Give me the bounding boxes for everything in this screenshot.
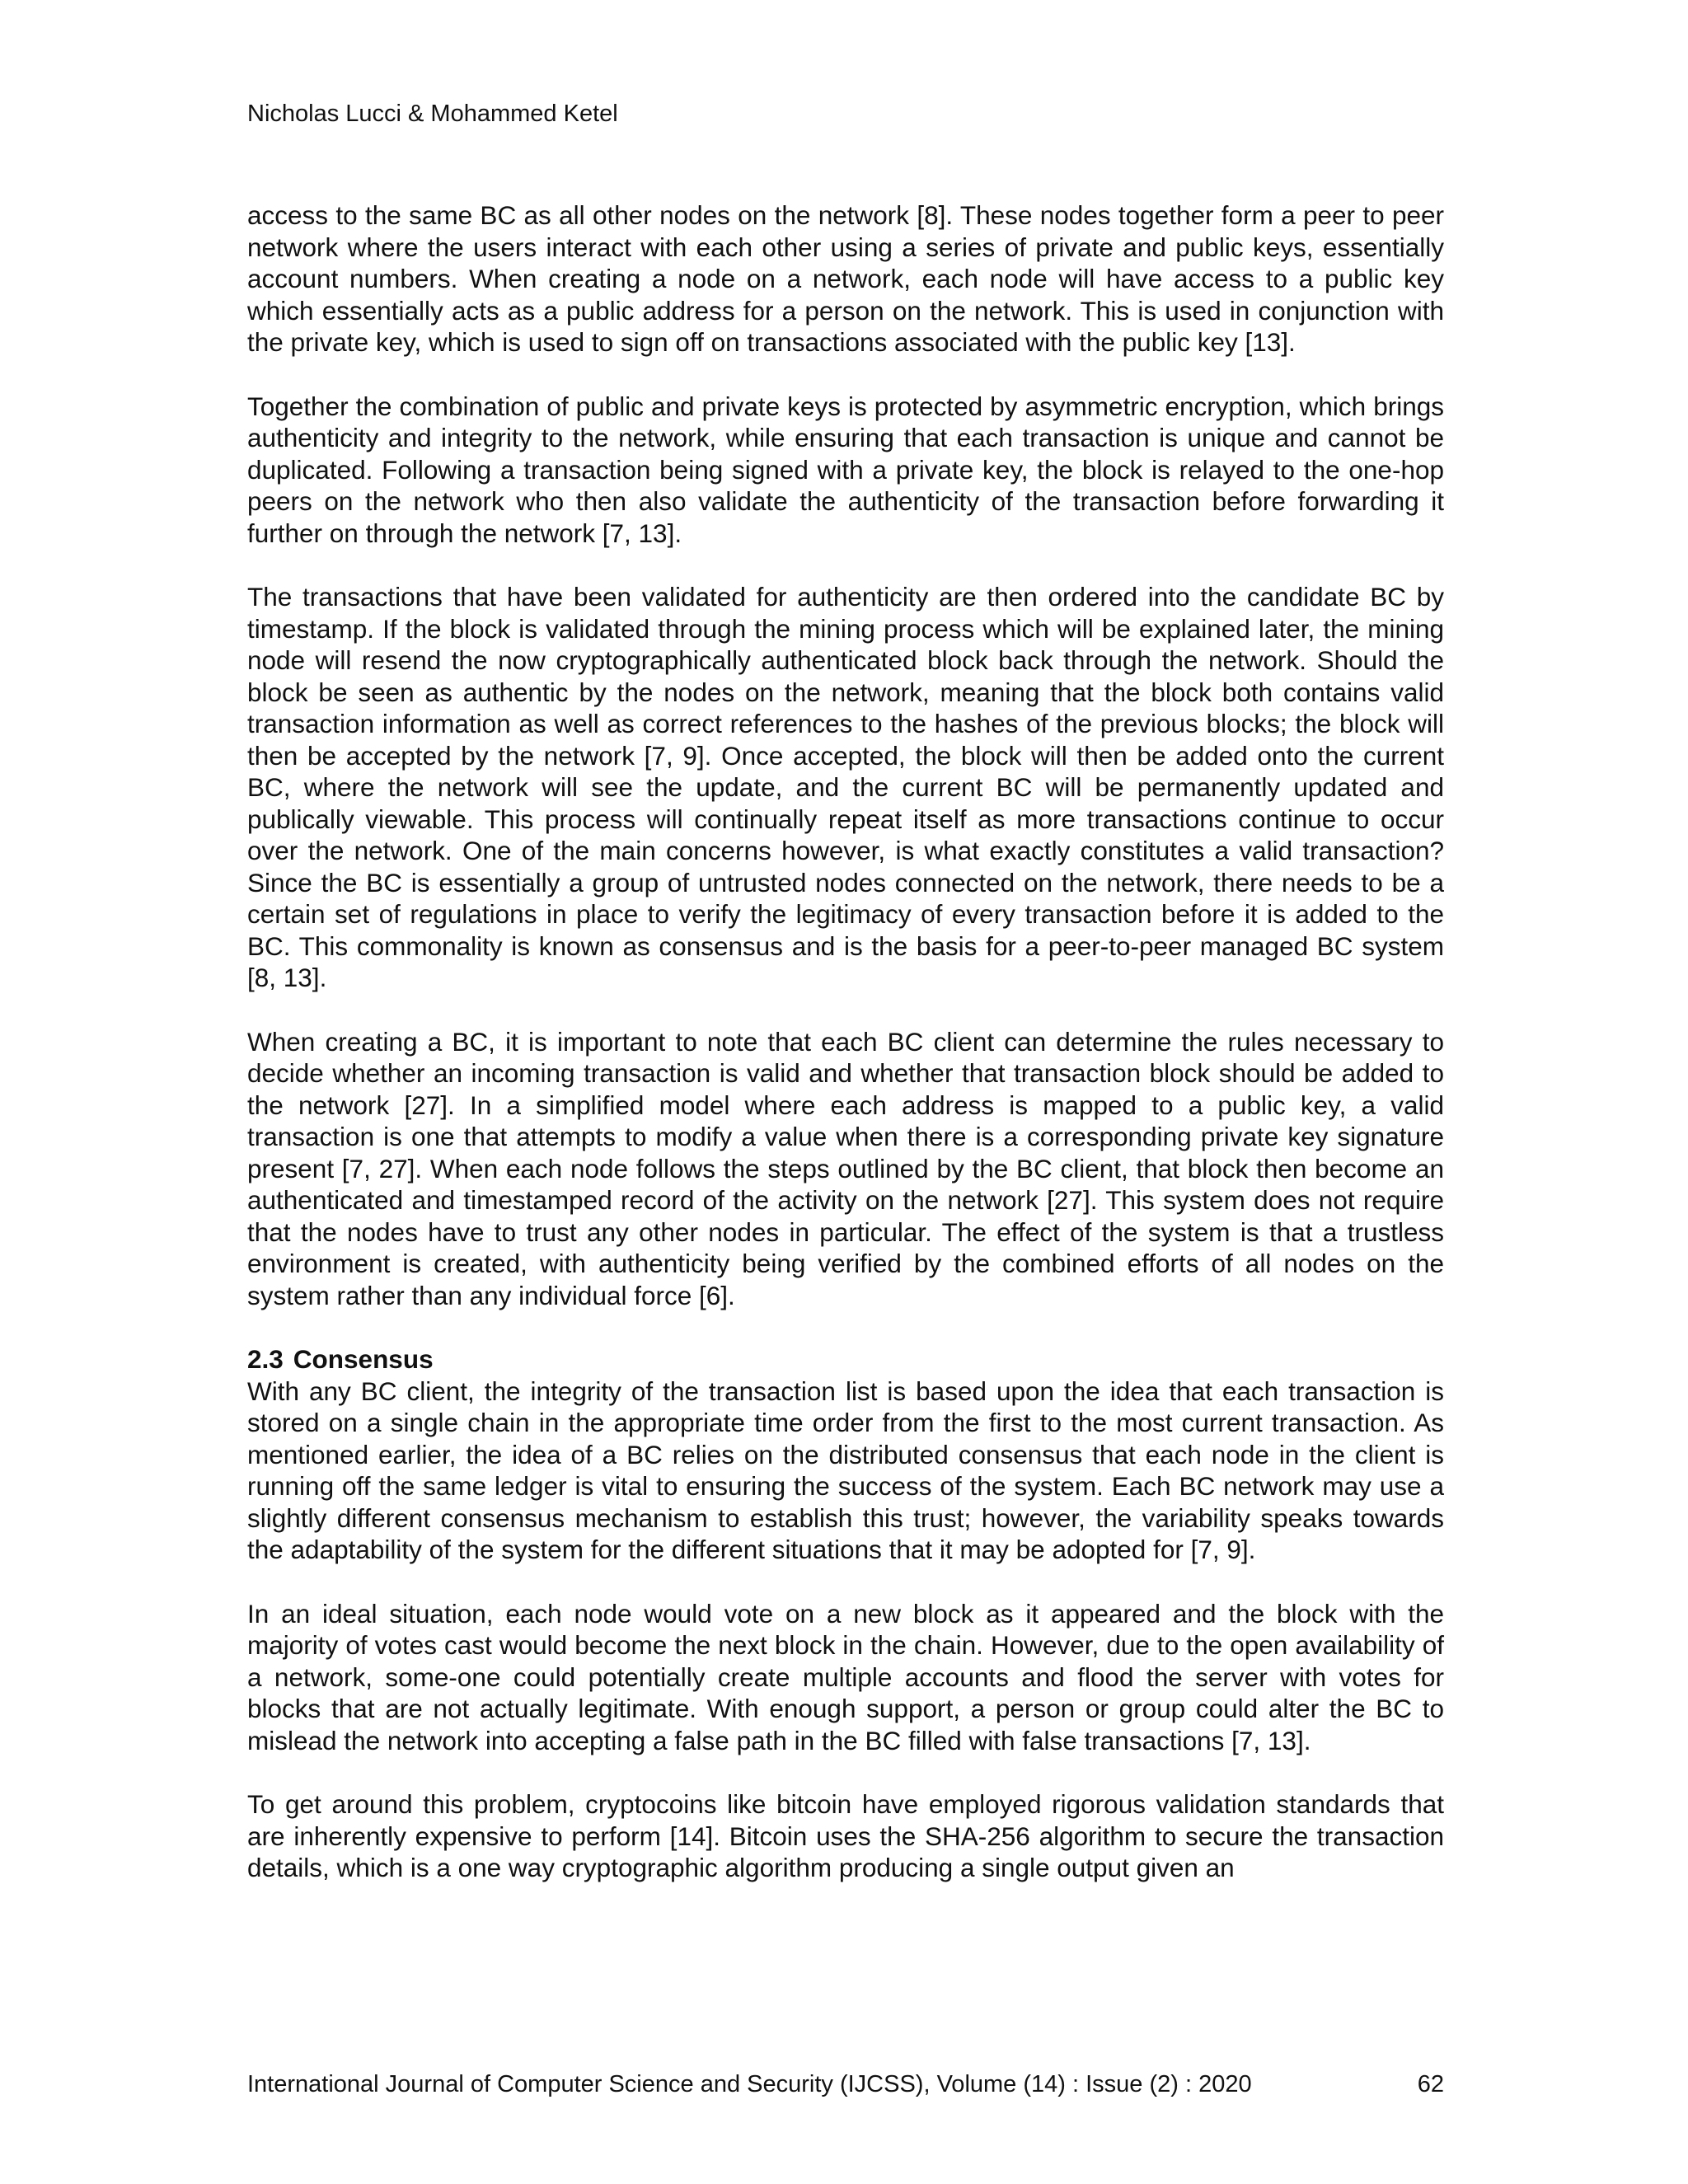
article-body	[247, 199, 1444, 1884]
body-paragraph: The transactions that have been validated for authenticity are then ordered into the candidate BC by timestamp. If the block is validated through the mining process which will be explained later, the mining node will resend the now cryptographically authenticated block back through the network. Should the block be seen as authentic by the nodes on the network, meaning that the block both contains valid transaction information as well as correct references to the hashes of the previous blocks; the block will then be accepted by the network [7, 9]. Once accepted, the block will then be added onto the current BC, where the network will see the update, and the current BC will be permanently updated and publically viewable. This process will continually repeat itself as more transactions continue to occur over the network. One of the main concerns however, is what exactly constitutes a valid transaction? Since the BC is essentially a group of untrusted nodes connected on the network, there needs to be a certain set of regulations in place to verify the legitimacy of every transaction before it is added to the BC. This commonality is known as consensus and is the basis for a peer-to-peer managed BC system [8, 13].	[247, 582, 1444, 992]
body-paragraph: When creating a BC, it is important to note that each BC client can determine the rules necessary to decide whether an incoming transaction is valid and whether that transaction block should be added to the network [27]. In a simplified model where each address is mapped to a public key, a valid transaction is one that attempts to modify a value when there is a corresponding private key signature present [7, 27]. When each node follows the steps outlined by the BC client, that block then become an authenticated and timestamped record of the activity on the network [27]. This system does not require that the nodes have to trust any other nodes in particular. The effect of the system is that a trustless environment is created, with authenticity being verified by the combined efforts of all nodes on the system rather than any individual force [6].	[247, 1026, 1444, 1310]
section-title: Consensus	[293, 1344, 434, 1374]
body-paragraph: With any BC client, the integrity of the transaction list is based upon the idea that each transaction is stored on a single chain in the appropriate time order from the first to the most current transaction. As mentioned earlier, the idea of a BC relies on the distributed consensus that each node in the client is running off the same ledger is vital to ensuring the success of the system. Each BC network may use a slightly different consensus mechanism to establish this trust; however, the variability speaks towards the adaptability of the system for the different situations that it may be adopted for [7, 9].	[247, 1376, 1444, 1564]
section-heading	[247, 1343, 1444, 1376]
section-number: 2.3	[247, 1344, 284, 1374]
body-paragraph: To get around this problem, cryptocoins like bitcoin have employed rigorous validation standards that are inherently expensive to perform [14]. Bitcoin uses the SHA-256 algorithm to secure the transaction details, which is a one way cryptographic algorithm producing a single output given an	[247, 1789, 1444, 1882]
journal-citation: International Journal of Computer Science and Security (IJCSS), Volume (14) : Issue (2) : 2020	[247, 2071, 1252, 2097]
running-header-authors: Nicholas Lucci & Mohammed Ketel	[247, 101, 618, 127]
body-paragraph: Together the combination of public and private keys is protected by asymmetric encryption, which brings authenticity and integrity to the network, while ensuring that each transaction is unique and cannot be duplicated. Following a transaction being signed with a private key, the block is relayed to the one-hop peers on the network who then also validate the authenticity of the transaction before forwarding it further on through the network [7, 13].	[247, 391, 1444, 548]
page-number: 62	[1417, 2071, 1444, 2097]
body-paragraph: In an ideal situation, each node would vote on a new block as it appeared and the block with the majority of votes cast would become the next block in the chain. However, due to the open availability of a network, some-one could potentially create multiple accounts and flood the server with votes for blocks that are not actually legitimate. With enough support, a person or group could alter the BC to mislead the network into accepting a false path in the BC filled with false transactions [7, 13].	[247, 1598, 1444, 1755]
body-paragraph: access to the same BC as all other nodes on the network [8]. These nodes together form a peer to peer network where the users interact with each other using a series of private and public keys, essentially account numbers. When creating a node on a network, each node will have access to a public key which essentially acts as a public address for a person on the network. This is used in conjunction with the private key, which is used to sign off on transactions associated with the public key [13].	[247, 200, 1444, 357]
